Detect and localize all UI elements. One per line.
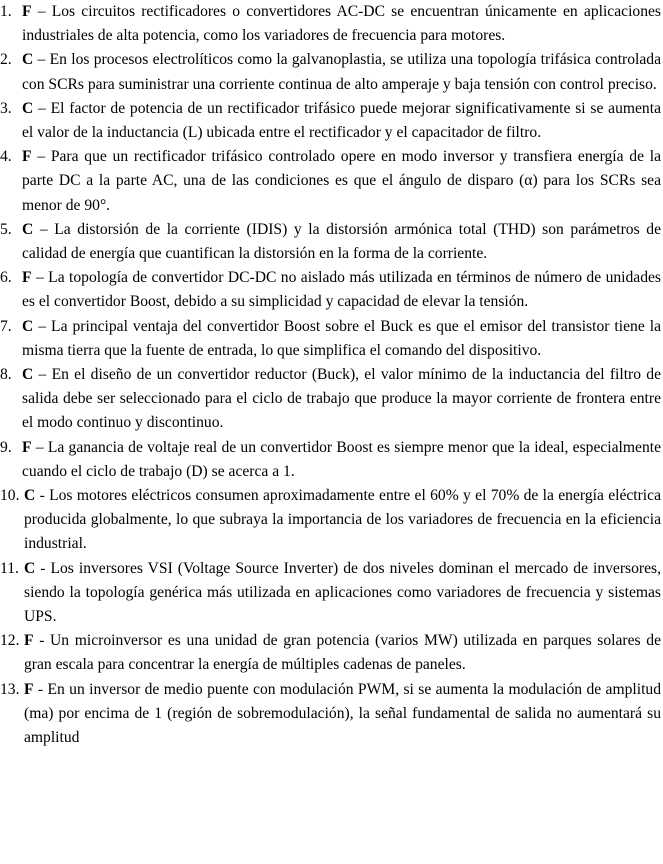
item-text: – La principal ventaja del convertidor Boost sobre el Buck es que el emisor del transistor tiene la misma tierra que la fuente de entrada, lo que simplifica el comando del dispositivo. [22, 317, 661, 359]
item-number: 12. [0, 632, 20, 650]
item-text: – La topología de convertidor DC-DC no aislado más utilizada en términos de número de unidades es el convertidor Boost, debido a su simplicidad y capacidad de elevar la tensión. [22, 269, 661, 311]
item-verdict: C [22, 99, 34, 117]
item-verdict: F [22, 3, 32, 20]
list-item [0, 218, 661, 266]
list-item [0, 629, 661, 677]
item-verdict: C [24, 559, 36, 577]
item-verdict: C [22, 366, 34, 384]
list-item [0, 315, 661, 363]
item-number: 1. [0, 3, 12, 20]
item-verdict: F [24, 680, 34, 698]
item-text: - Los inversores VSI (Voltage Source Inverter) de dos niveles dominan el mercado de inversores, siendo la topología genérica más utilizada en aplicaciones como variadores de frecuencia y sistemas UPS. [24, 559, 661, 626]
item-verdict: F [24, 632, 34, 650]
item-verdict: F [22, 269, 32, 287]
list-item [0, 266, 661, 314]
item-number: 11. [0, 559, 19, 577]
item-verdict: F [22, 148, 32, 166]
item-number: 7. [0, 317, 12, 335]
item-verdict: C [22, 220, 34, 238]
item-verdict: F [22, 438, 32, 456]
item-text: – El factor de potencia de un rectificador trifásico puede mejorar significativamente si se aumenta el valor de la inductancia (L) ubicada entre el rectificador y el capacitador de filtro. [22, 99, 661, 142]
item-number: 6. [0, 269, 12, 287]
item-number: 3. [0, 99, 12, 117]
item-number: 4. [0, 148, 12, 166]
item-text: – Para que un rectificador trifásico controlado opere en modo inversor y transfiera energía de la parte DC a la parte AC, una de las condiciones es que el ángulo de disparo (α) para los SCRs sea menor de 90°. [22, 148, 661, 214]
list-item [0, 0, 661, 48]
list-item [0, 145, 661, 218]
item-number: 8. [0, 366, 12, 384]
item-text: – En los procesos electrolíticos como la galvanoplastia, se utiliza una topología trifásica controlada con SCRs para suministrar una corriente continua de alto amperaje y baja tensión con control preciso. [22, 51, 661, 93]
list-item [0, 678, 661, 751]
item-number: 9. [0, 438, 12, 456]
item-text: - Los motores eléctricos consumen aproximadamente entre el 60% y el 70% de la energía eléctrica producida globalmente, lo que subraya la importancia de los variadores de frecuencia en la eficiencia industrial. [24, 487, 661, 553]
list-item [0, 436, 661, 484]
list-item [0, 97, 661, 145]
item-text: – Los circuitos rectificadores o convertidores AC-DC se encuentran únicamente en aplicaciones industriales de alta potencia, como los variadores de frecuencia para motores. [22, 3, 661, 45]
list-item [0, 363, 661, 436]
list-item [0, 557, 661, 630]
item-number: 5. [0, 220, 12, 238]
item-verdict: C [22, 317, 34, 335]
item-number: 10. [0, 487, 20, 505]
item-text: - Un microinversor es una unidad de gran potencia (varios MW) utilizada en parques solares de gran escala para concentrar la energía de múltiples cadenas de paneles. [24, 632, 661, 674]
item-number: 13. [0, 680, 20, 698]
item-verdict: C [24, 487, 36, 505]
list-item [0, 484, 661, 557]
item-text: - En un inversor de medio puente con modulación PWM, si se aumenta la modulación de amplitud (ma) por encima de 1 (región de sobremodulación), la señal fundamental de salida no aumentará su amplitud [24, 680, 661, 747]
item-text: – La distorsión de la corriente (IDIS) y la distorsión armónica total (THD) son parámetros de calidad de energía que cuantifican la distorsión en la forma de la corriente. [22, 220, 661, 263]
item-text: – En el diseño de un convertidor reductor (Buck), el valor mínimo de la inductancia del filtro de salida debe ser seleccionado para el ciclo de trabajo que produce la mayor corriente de frontera entre el modo continuo y discontinuo. [22, 366, 661, 432]
list-item [0, 48, 661, 96]
item-verdict: C [22, 51, 34, 69]
item-text: – La ganancia de voltaje real de un convertidor Boost es siempre menor que la ideal, especialmente cuando el ciclo de trabajo (D) se acerca a 1. [22, 438, 661, 480]
item-number: 2. [0, 51, 12, 69]
